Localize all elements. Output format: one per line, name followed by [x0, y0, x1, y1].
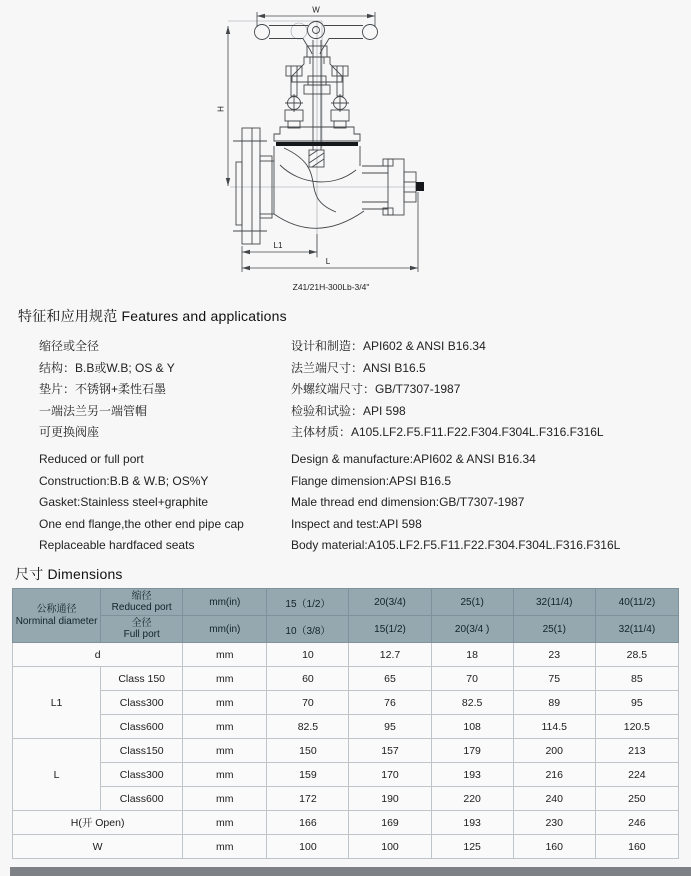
handwheel [255, 22, 378, 55]
bonnet-bolt-right [331, 66, 349, 128]
table-cell: 160 [595, 835, 678, 859]
table-cell: 200 [513, 739, 595, 763]
feature-item: 可更换阀座 [39, 425, 100, 439]
table-cell: 108 [431, 715, 513, 739]
feature-item: 设计和制造：API602 & ANSI B16.34 [291, 339, 486, 353]
table-cell: 89 [513, 691, 595, 715]
header-reduced-port [101, 589, 183, 616]
drawing-caption: Z41/21H-300Lb-3/4" [292, 282, 370, 292]
header-label-en: Full port [123, 629, 160, 640]
table-row-l-class600 [13, 787, 679, 811]
feature-item: 垫片：不锈钢+柔性石墨 [39, 382, 167, 396]
dim-label-l: L [325, 257, 331, 266]
feature-item: 结构：B.B或W.B; OS & Y [39, 360, 175, 375]
header-size: 25(1) [431, 589, 513, 616]
unit-cell: mm [183, 811, 267, 835]
feature-item: Male thread end dimension:GB/T7307-1987 [291, 495, 525, 509]
unit-cell: mm [183, 763, 267, 787]
table-cell: 190 [349, 787, 431, 811]
table-cell: 240 [513, 787, 595, 811]
header-size: 20(3/4 ) [431, 616, 513, 643]
table-cell: 150 [267, 739, 349, 763]
table-cell: 193 [431, 811, 513, 835]
feature-item: 外螺纹端尺寸：GB/T7307-1987 [291, 382, 461, 396]
table-cell: 193 [431, 763, 513, 787]
table-row-l-class300 [13, 763, 679, 787]
header-unit: mm(in) [183, 616, 267, 643]
row-label: Class600 [101, 715, 183, 739]
table-cell: 10 [267, 643, 349, 667]
table-row-l1-class300 [13, 691, 679, 715]
table-cell: 95 [595, 691, 678, 715]
header-size: 32(11/4) [513, 589, 595, 616]
features-list-english [39, 452, 691, 552]
dimension-l1 [242, 234, 317, 272]
table-cell: 60 [267, 667, 349, 691]
feature-item: Body material:A105.LF2.F5.F11.F22.F304.F304L.F316.F316L [291, 538, 621, 552]
table-cell: 70 [267, 691, 349, 715]
table-cell: 166 [267, 811, 349, 835]
header-size: 20(3/4) [349, 589, 431, 616]
dimensions-section [12, 564, 691, 859]
dimension-l [242, 192, 418, 272]
table-cell: 250 [595, 787, 678, 811]
table-cell: 169 [349, 811, 431, 835]
table-cell: 85 [595, 667, 678, 691]
header-size: 25(1) [513, 616, 595, 643]
table-cell: 23 [513, 643, 595, 667]
row-label: Class150 [101, 739, 183, 763]
centerlines [228, 20, 424, 258]
table-row-l-class150 [13, 739, 679, 763]
table-cell: 28.5 [595, 643, 678, 667]
table-cell: 157 [349, 739, 431, 763]
dimension-h [217, 26, 231, 186]
table-cell: 12.7 [349, 643, 431, 667]
header-label-zh: 公称通径 [36, 604, 77, 615]
table-cell: 18 [431, 643, 513, 667]
header-size: 15(1/2) [349, 616, 431, 643]
table-cell: 220 [431, 787, 513, 811]
row-label: Class300 [101, 763, 183, 787]
header-size: 15（1/2） [267, 589, 349, 616]
unit-cell: mm [183, 835, 267, 859]
table-cell: 82.5 [431, 691, 513, 715]
group-label-l: L [13, 739, 101, 811]
header-size: 10（3/8） [267, 616, 349, 643]
features-heading: 特征和应用规范 Features and applications [18, 308, 287, 324]
group-label-l1: L1 [13, 667, 101, 739]
feature-item: One end flange,the other end pipe cap [39, 516, 244, 531]
table-row-l1-class600 [13, 715, 679, 739]
row-label: W [13, 835, 183, 859]
row-label: Class600 [101, 787, 183, 811]
row-label: H(开 Open) [13, 811, 183, 835]
header-label-en: Norminal diameter [15, 615, 98, 627]
table-cell: 120.5 [595, 715, 678, 739]
table-row-h-open [13, 811, 679, 835]
unit-cell: mm [183, 691, 267, 715]
table-cell: 76 [349, 691, 431, 715]
unit-cell: mm [183, 787, 267, 811]
table-row-d [13, 643, 679, 667]
feature-item: 法兰端尺寸：ANSI B16.5 [291, 360, 426, 375]
dimensions-table [12, 588, 679, 859]
header-size: 32(11/4) [595, 616, 678, 643]
row-label: Class 150 [101, 667, 183, 691]
feature-item: 一端法兰另一端管帽 [39, 403, 148, 418]
features-list-chinese [39, 339, 691, 439]
table-cell: 65 [349, 667, 431, 691]
dimension-w [257, 6, 375, 28]
feature-item: 缩径或全径 [39, 339, 100, 353]
header-unit: mm(in) [183, 589, 267, 616]
table-cell: 160 [513, 835, 595, 859]
table-row-l1-class150 [13, 667, 679, 691]
dim-label-w: W [312, 5, 320, 15]
table-cell: 125 [431, 835, 513, 859]
bonnet-bolt-left [285, 66, 303, 128]
feature-item: Reduced or full port [39, 452, 144, 466]
footer-bar [10, 867, 691, 876]
feature-item: Replaceable hardfaced seats [39, 538, 195, 552]
header-size: 40(11/2) [595, 589, 678, 616]
table-row-w [13, 835, 679, 859]
dimensions-heading: 尺寸 Dimensions [15, 566, 123, 582]
table-cell: 70 [431, 667, 513, 691]
unit-cell: mm [183, 667, 267, 691]
feature-item: Flange dimension:APSI B16.5 [291, 473, 452, 488]
table-cell: 95 [349, 715, 431, 739]
header-full-port [101, 616, 183, 643]
table-header-row [13, 616, 679, 643]
header-label-zh: 缩径 [131, 590, 152, 602]
feature-item: Construction:B.B & W.B; OS%Y [39, 473, 209, 488]
table-cell: 246 [595, 811, 678, 835]
header-label-en: Reduced port [111, 602, 172, 613]
table-cell: 170 [349, 763, 431, 787]
table-cell: 230 [513, 811, 595, 835]
table-cell: 213 [595, 739, 678, 763]
unit-cell: mm [183, 643, 267, 667]
unit-cell: mm [183, 739, 267, 763]
table-cell: 100 [349, 835, 431, 859]
row-label: Class300 [101, 691, 183, 715]
feature-item: 主体材质：A105.LF2.F5.F11.F22.F304.F304L.F316.F316L [291, 425, 604, 439]
table-cell: 82.5 [267, 715, 349, 739]
dim-label-h: H [216, 106, 226, 112]
feature-item: Design & manufacture:API602 & ANSI B16.34 [291, 452, 536, 466]
feature-item: Gasket:Stainless steel+graphite [39, 495, 209, 509]
table-cell: 75 [513, 667, 595, 691]
dim-label-l1: L1 [273, 241, 283, 250]
table-header-row [13, 589, 679, 616]
unit-cell: mm [183, 715, 267, 739]
flange-end [233, 128, 274, 244]
table-cell: 224 [595, 763, 678, 787]
table-cell: 179 [431, 739, 513, 763]
table-cell: 114.5 [513, 715, 595, 739]
table-cell: 172 [267, 787, 349, 811]
feature-item: 检验和试验：API 598 [291, 403, 406, 418]
row-label: d [13, 643, 183, 667]
header-label-zh: 全径 [131, 617, 152, 629]
feature-item: Inspect and test:API 598 [291, 516, 422, 531]
features-section [18, 306, 691, 552]
table-cell: 216 [513, 763, 595, 787]
header-nominal-diameter [13, 589, 101, 643]
table-cell: 159 [267, 763, 349, 787]
table-cell: 100 [267, 835, 349, 859]
valve-drawing [0, 0, 691, 298]
